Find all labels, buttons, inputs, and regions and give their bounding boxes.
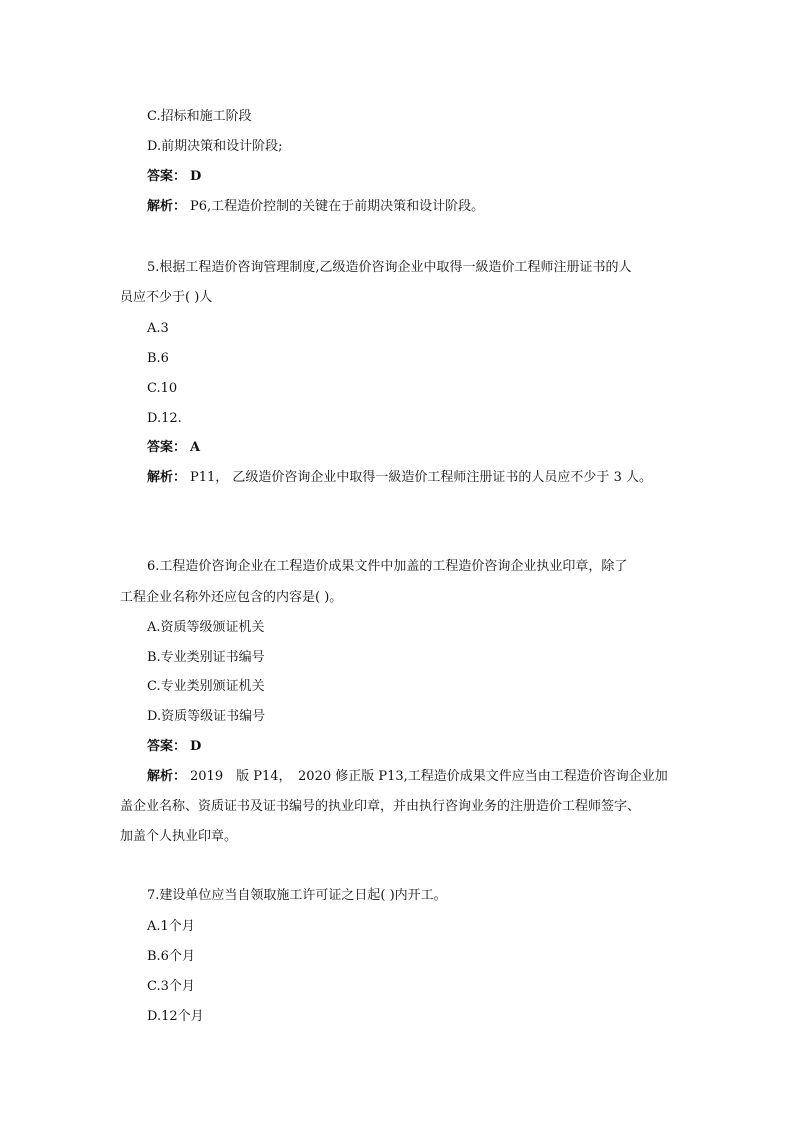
analysis-text: P11， 乙级造价咨询企业中取得一級造价工程师注册证书的人员应不少于 3 人。 [190, 470, 652, 485]
analysis-label: 解析： [147, 769, 187, 784]
q5-option-c: C.10 [147, 381, 178, 396]
q4-option-d: D.前期决策和设计阶段; [147, 139, 283, 154]
q6-answer [147, 738, 205, 756]
q7-option-a: A.1个月 [147, 919, 195, 934]
q6-option-a: A.资质等级颁证机关 [147, 620, 265, 635]
q5-stem-line2: 员应不少于( )人 [120, 290, 213, 305]
q5-option-a: A.3 [147, 321, 169, 336]
answer-value: A [190, 440, 201, 455]
q7-option-b: B.6个月 [147, 949, 195, 964]
analysis-text: P6,工程造价控制的关键在于前期决策和设计阶段。 [190, 199, 485, 214]
answer-value: D [190, 169, 202, 184]
q5-stem-line1: 5.根据工程造价咨询管理制度,乙级造价咨询企业中取得一級造价工程师注册证书的人 [147, 260, 632, 275]
q7-option-c: C.3个月 [147, 979, 195, 994]
analysis-label: 解析： [147, 199, 187, 214]
q5-answer [147, 439, 204, 457]
answer-label: 答案： [147, 440, 187, 455]
q6-stem-line2: 工程企业名称外还应包含的内容是( )。 [120, 590, 343, 605]
q7-option-d: D.12个月 [147, 1009, 204, 1024]
analysis-text: 2019 版 P14， 2020 修正版 P13,工程造价成果文件应当由工程造价咨询企业加 [190, 769, 668, 784]
q6-analysis-line2: 盖企业名称、资质证书及证书编号的执业印章，并由执行咨询业务的注册造价工程师签字、 [120, 799, 641, 814]
q6-analysis-line3: 加盖个人执业印章。 [120, 829, 238, 844]
q4-answer [147, 168, 205, 186]
q4-analysis [147, 198, 484, 216]
q5-option-d: D.12. [147, 411, 182, 426]
q6-option-c: C.专业类别颁证机关 [147, 679, 265, 694]
q6-analysis-line1 [147, 768, 668, 786]
analysis-label: 解析： [147, 470, 187, 485]
answer-value: D [190, 739, 202, 754]
q4-option-c: C.招标和施工阶段 [147, 109, 252, 124]
q6-option-b: B.专业类别证书编号 [147, 650, 265, 665]
q5-option-b: B.6 [147, 351, 169, 366]
q7-stem-line1: 7.建设单位应当自领取施工许可证之日起( )内开工。 [147, 888, 447, 903]
answer-label: 答案： [147, 169, 187, 184]
q6-option-d: D.资质等级证书编号 [147, 709, 266, 724]
q6-stem-line1: 6.工程造价咨询企业在工程造价成果文件中加盖的工程造价咨询企业执业印章，除了 [147, 559, 628, 574]
answer-label: 答案： [147, 739, 187, 754]
q5-analysis [147, 469, 652, 487]
